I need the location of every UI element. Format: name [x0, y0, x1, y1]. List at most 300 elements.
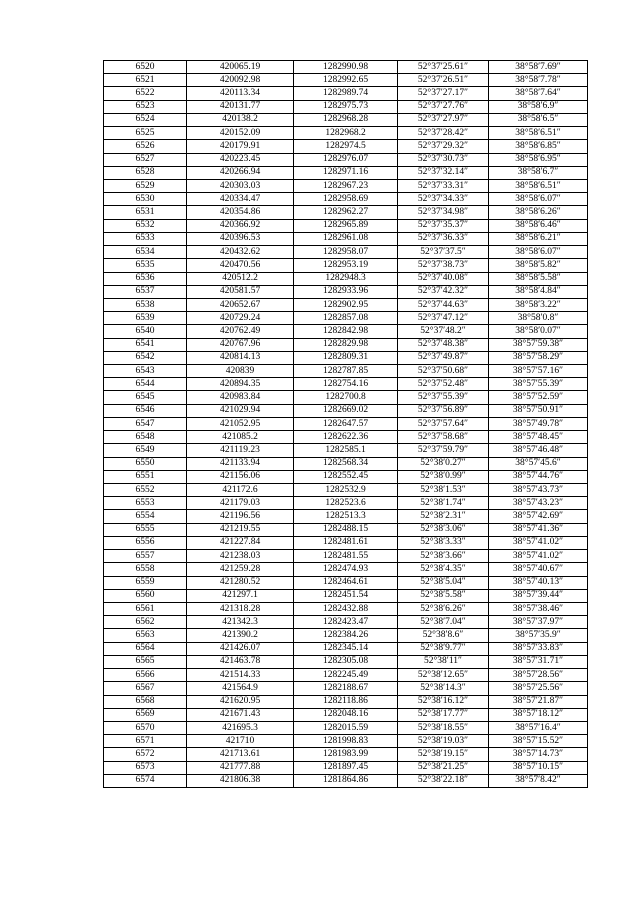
y-coordinate-cell: 1282481.55	[294, 550, 398, 563]
y-coordinate-cell: 1282967.23	[294, 179, 398, 192]
x-coordinate-cell: 421297.1	[187, 589, 294, 602]
y-coordinate-cell: 1282857.08	[294, 312, 398, 325]
point-number-cell: 6534	[104, 246, 187, 259]
y-coordinate-cell: 1282968.28	[294, 113, 398, 126]
table-row	[104, 497, 588, 510]
y-coordinate-cell: 1282965.89	[294, 219, 398, 232]
y-coordinate-cell: 1282585.1	[294, 444, 398, 457]
x-coordinate-cell: 421695.3	[187, 721, 294, 734]
y-coordinate-cell: 1282474.93	[294, 563, 398, 576]
point-number-cell: 6555	[104, 523, 187, 536]
longitude-cell: 38°57′41.36″	[489, 523, 588, 536]
point-number-cell: 6560	[104, 589, 187, 602]
longitude-cell: 38°57′39.44″	[489, 589, 588, 602]
point-number-cell: 6520	[104, 61, 187, 74]
longitude-cell: 38°57′45.6″	[489, 457, 588, 470]
y-coordinate-cell: 1282700.8	[294, 391, 398, 404]
table-row	[104, 576, 588, 589]
longitude-cell: 38°58′6.9″	[489, 100, 588, 113]
y-coordinate-cell: 1282188.67	[294, 682, 398, 695]
x-coordinate-cell: 421227.84	[187, 536, 294, 549]
coordinate-table	[103, 60, 588, 788]
table-row	[104, 484, 588, 497]
y-coordinate-cell: 1282975.73	[294, 100, 398, 113]
table-row	[104, 629, 588, 642]
point-number-cell: 6546	[104, 404, 187, 417]
x-coordinate-cell: 420152.09	[187, 127, 294, 140]
longitude-cell: 38°58′6.95″	[489, 153, 588, 166]
x-coordinate-cell: 421463.78	[187, 655, 294, 668]
x-coordinate-cell: 420354.86	[187, 206, 294, 219]
longitude-cell: 38°58′7.64″	[489, 87, 588, 100]
y-coordinate-cell: 1282532.9	[294, 484, 398, 497]
table-row	[104, 748, 588, 761]
longitude-cell: 38°57′59.38″	[489, 338, 588, 351]
x-coordinate-cell: 421806.38	[187, 774, 294, 787]
point-number-cell: 6538	[104, 298, 187, 311]
latitude-cell: 52°38′1.74″	[398, 497, 489, 510]
latitude-cell: 52°38′0.99″	[398, 470, 489, 483]
y-coordinate-cell: 1282523.6	[294, 497, 398, 510]
point-number-cell: 6527	[104, 153, 187, 166]
latitude-cell: 52°38′19.15″	[398, 748, 489, 761]
x-coordinate-cell: 420894.35	[187, 378, 294, 391]
y-coordinate-cell: 1282974.5	[294, 140, 398, 153]
x-coordinate-cell: 421713.61	[187, 748, 294, 761]
y-coordinate-cell: 1282647.57	[294, 417, 398, 430]
longitude-cell: 38°58′6.85″	[489, 140, 588, 153]
longitude-cell: 38°57′52.59″	[489, 391, 588, 404]
longitude-cell: 38°57′50.91″	[489, 404, 588, 417]
longitude-cell: 38°58′4.84″	[489, 285, 588, 298]
latitude-cell: 52°37′56.89″	[398, 404, 489, 417]
y-coordinate-cell: 1282305.08	[294, 655, 398, 668]
y-coordinate-cell: 1282962.27	[294, 206, 398, 219]
x-coordinate-cell: 420470.56	[187, 259, 294, 272]
point-number-cell: 6558	[104, 563, 187, 576]
longitude-cell: 38°57′35.9″	[489, 629, 588, 642]
longitude-cell: 38°58′0.07″	[489, 325, 588, 338]
table-row	[104, 444, 588, 457]
x-coordinate-cell: 420131.77	[187, 100, 294, 113]
longitude-cell: 38°57′21.87″	[489, 695, 588, 708]
point-number-cell: 6571	[104, 735, 187, 748]
table-row	[104, 721, 588, 734]
table-row	[104, 404, 588, 417]
table-row	[104, 100, 588, 113]
y-coordinate-cell: 1281864.86	[294, 774, 398, 787]
point-number-cell: 6537	[104, 285, 187, 298]
y-coordinate-cell: 1282933.96	[294, 285, 398, 298]
longitude-cell: 38°57′41.02″	[489, 550, 588, 563]
point-number-cell: 6550	[104, 457, 187, 470]
point-number-cell: 6528	[104, 166, 187, 179]
y-coordinate-cell: 1282953.19	[294, 259, 398, 272]
table-row	[104, 470, 588, 483]
x-coordinate-cell: 420065.19	[187, 61, 294, 74]
latitude-cell: 52°37′55.39″	[398, 391, 489, 404]
table-row	[104, 246, 588, 259]
y-coordinate-cell: 1282568.34	[294, 457, 398, 470]
y-coordinate-cell: 1282971.16	[294, 166, 398, 179]
table-row	[104, 655, 588, 668]
y-coordinate-cell: 1282464.61	[294, 576, 398, 589]
point-number-cell: 6569	[104, 708, 187, 721]
latitude-cell: 52°37′30.73″	[398, 153, 489, 166]
y-coordinate-cell: 1282976.07	[294, 153, 398, 166]
y-coordinate-cell: 1282669.02	[294, 404, 398, 417]
longitude-cell: 38°57′16.4″	[489, 721, 588, 734]
x-coordinate-cell: 421318.28	[187, 602, 294, 615]
y-coordinate-cell: 1282451.54	[294, 589, 398, 602]
table-row	[104, 219, 588, 232]
point-number-cell: 6572	[104, 748, 187, 761]
x-coordinate-cell: 421671.43	[187, 708, 294, 721]
x-coordinate-cell: 421280.52	[187, 576, 294, 589]
x-coordinate-cell: 421196.56	[187, 510, 294, 523]
table-row	[104, 431, 588, 444]
latitude-cell: 52°37′34.98″	[398, 206, 489, 219]
point-number-cell: 6574	[104, 774, 187, 787]
table-row	[104, 259, 588, 272]
longitude-cell: 38°57′25.56″	[489, 682, 588, 695]
point-number-cell: 6556	[104, 536, 187, 549]
point-number-cell: 6544	[104, 378, 187, 391]
table-row	[104, 391, 588, 404]
table-row	[104, 536, 588, 549]
point-number-cell: 6535	[104, 259, 187, 272]
table-row	[104, 774, 588, 787]
latitude-cell: 52°37′57.64″	[398, 417, 489, 430]
y-coordinate-cell: 1282968.2	[294, 127, 398, 140]
y-coordinate-cell: 1282622.36	[294, 431, 398, 444]
latitude-cell: 52°37′48.2″	[398, 325, 489, 338]
x-coordinate-cell: 420138.2	[187, 113, 294, 126]
longitude-cell: 38°58′7.69″	[489, 61, 588, 74]
y-coordinate-cell: 1282432.88	[294, 602, 398, 615]
y-coordinate-cell: 1282015.59	[294, 721, 398, 734]
longitude-cell: 38°58′6.07″	[489, 193, 588, 206]
table-row	[104, 761, 588, 774]
latitude-cell: 52°38′9.77″	[398, 642, 489, 655]
table-row	[104, 312, 588, 325]
table-row	[104, 417, 588, 430]
point-number-cell: 6549	[104, 444, 187, 457]
longitude-cell: 38°58′0.8″	[489, 312, 588, 325]
x-coordinate-cell: 420334.47	[187, 193, 294, 206]
table-row	[104, 550, 588, 563]
x-coordinate-cell: 420432.62	[187, 246, 294, 259]
table-row	[104, 232, 588, 245]
table-row	[104, 708, 588, 721]
point-number-cell: 6557	[104, 550, 187, 563]
longitude-cell: 38°57′58.29″	[489, 351, 588, 364]
y-coordinate-cell: 1282992.65	[294, 74, 398, 87]
x-coordinate-cell: 421029.94	[187, 404, 294, 417]
longitude-cell: 38°57′43.23″	[489, 497, 588, 510]
latitude-cell: 52°38′3.66″	[398, 550, 489, 563]
y-coordinate-cell: 1282481.61	[294, 536, 398, 549]
table-row	[104, 602, 588, 615]
latitude-cell: 52°37′59.79″	[398, 444, 489, 457]
latitude-cell: 52°37′58.68″	[398, 431, 489, 444]
point-number-cell: 6524	[104, 113, 187, 126]
x-coordinate-cell: 421564.9	[187, 682, 294, 695]
latitude-cell: 52°38′19.03″	[398, 735, 489, 748]
latitude-cell: 52°38′17.77″	[398, 708, 489, 721]
y-coordinate-cell: 1282961.08	[294, 232, 398, 245]
point-number-cell: 6554	[104, 510, 187, 523]
point-number-cell: 6545	[104, 391, 187, 404]
y-coordinate-cell: 1282423.47	[294, 616, 398, 629]
latitude-cell: 52°38′21.25″	[398, 761, 489, 774]
longitude-cell: 38°57′18.12″	[489, 708, 588, 721]
table-row	[104, 682, 588, 695]
longitude-cell: 38°58′6.26″	[489, 206, 588, 219]
table-row	[104, 457, 588, 470]
x-coordinate-cell: 421119.23	[187, 444, 294, 457]
table-row	[104, 351, 588, 364]
point-number-cell: 6531	[104, 206, 187, 219]
longitude-cell: 38°58′6.51″	[489, 127, 588, 140]
longitude-cell: 38°57′40.67″	[489, 563, 588, 576]
latitude-cell: 52°38′7.04″	[398, 616, 489, 629]
x-coordinate-cell: 421342.3	[187, 616, 294, 629]
y-coordinate-cell: 1281897.45	[294, 761, 398, 774]
x-coordinate-cell: 421133.94	[187, 457, 294, 470]
x-coordinate-cell: 420396.53	[187, 232, 294, 245]
x-coordinate-cell: 420814.13	[187, 351, 294, 364]
x-coordinate-cell: 421426.07	[187, 642, 294, 655]
latitude-cell: 52°37′36.33″	[398, 232, 489, 245]
latitude-cell: 52°37′48.38″	[398, 338, 489, 351]
x-coordinate-cell: 421085.2	[187, 431, 294, 444]
longitude-cell: 38°57′40.13″	[489, 576, 588, 589]
x-coordinate-cell: 420581.57	[187, 285, 294, 298]
latitude-cell: 52°37′26.51″	[398, 74, 489, 87]
longitude-cell: 38°58′6.07″	[489, 246, 588, 259]
point-number-cell: 6559	[104, 576, 187, 589]
table-row	[104, 669, 588, 682]
y-coordinate-cell: 1282809.31	[294, 351, 398, 364]
table-row	[104, 140, 588, 153]
latitude-cell: 52°38′11″	[398, 655, 489, 668]
x-coordinate-cell: 420983.84	[187, 391, 294, 404]
x-coordinate-cell: 420223.45	[187, 153, 294, 166]
y-coordinate-cell: 1282989.74	[294, 87, 398, 100]
point-number-cell: 6570	[104, 721, 187, 734]
y-coordinate-cell: 1282384.26	[294, 629, 398, 642]
y-coordinate-cell: 1281998.83	[294, 735, 398, 748]
point-number-cell: 6548	[104, 431, 187, 444]
table-row	[104, 325, 588, 338]
table-row	[104, 179, 588, 192]
table-row	[104, 61, 588, 74]
longitude-cell: 38°58′6.7″	[489, 166, 588, 179]
latitude-cell: 52°38′12.65″	[398, 669, 489, 682]
table-row	[104, 193, 588, 206]
table-row	[104, 616, 588, 629]
latitude-cell: 52°38′1.53″	[398, 484, 489, 497]
longitude-cell: 38°57′14.73″	[489, 748, 588, 761]
latitude-cell: 52°38′3.06″	[398, 523, 489, 536]
longitude-cell: 38°57′43.73″	[489, 484, 588, 497]
point-number-cell: 6542	[104, 351, 187, 364]
table-row	[104, 166, 588, 179]
x-coordinate-cell: 420266.94	[187, 166, 294, 179]
longitude-cell: 38°58′3.22″	[489, 298, 588, 311]
latitude-cell: 52°37′40.08″	[398, 272, 489, 285]
table-row	[104, 272, 588, 285]
table-row	[104, 523, 588, 536]
table-row	[104, 563, 588, 576]
latitude-cell: 52°38′3.33″	[398, 536, 489, 549]
latitude-cell: 52°38′2.31″	[398, 510, 489, 523]
latitude-cell: 52°38′5.58″	[398, 589, 489, 602]
longitude-cell: 38°58′5.58″	[489, 272, 588, 285]
x-coordinate-cell: 421238.03	[187, 550, 294, 563]
x-coordinate-cell: 420652.67	[187, 298, 294, 311]
longitude-cell: 38°58′6.46″	[489, 219, 588, 232]
longitude-cell: 38°57′37.97″	[489, 616, 588, 629]
point-number-cell: 6573	[104, 761, 187, 774]
longitude-cell: 38°57′44.76″	[489, 470, 588, 483]
point-number-cell: 6541	[104, 338, 187, 351]
y-coordinate-cell: 1282118.86	[294, 695, 398, 708]
y-coordinate-cell: 1282754.16	[294, 378, 398, 391]
point-number-cell: 6529	[104, 179, 187, 192]
longitude-cell: 38°58′6.5″	[489, 113, 588, 126]
latitude-cell: 52°38′0.27″	[398, 457, 489, 470]
x-coordinate-cell: 421219.55	[187, 523, 294, 536]
x-coordinate-cell: 421390.2	[187, 629, 294, 642]
longitude-cell: 38°57′48.45″	[489, 431, 588, 444]
latitude-cell: 52°37′50.68″	[398, 365, 489, 378]
table-row	[104, 113, 588, 126]
latitude-cell: 52°37′32.14″	[398, 166, 489, 179]
latitude-cell: 52°37′27.17″	[398, 87, 489, 100]
longitude-cell: 38°57′42.69″	[489, 510, 588, 523]
x-coordinate-cell: 420092.98	[187, 74, 294, 87]
y-coordinate-cell: 1282902.95	[294, 298, 398, 311]
longitude-cell: 38°57′15.52″	[489, 735, 588, 748]
point-number-cell: 6530	[104, 193, 187, 206]
longitude-cell: 38°57′49.78″	[489, 417, 588, 430]
point-number-cell: 6547	[104, 417, 187, 430]
point-number-cell: 6553	[104, 497, 187, 510]
latitude-cell: 52°37′52.48″	[398, 378, 489, 391]
longitude-cell: 38°58′6.51″	[489, 179, 588, 192]
point-number-cell: 6523	[104, 100, 187, 113]
y-coordinate-cell: 1282787.85	[294, 365, 398, 378]
table-row	[104, 510, 588, 523]
table-row	[104, 206, 588, 219]
table-row	[104, 74, 588, 87]
latitude-cell: 52°38′16.12″	[398, 695, 489, 708]
latitude-cell: 52°38′22.18″	[398, 774, 489, 787]
latitude-cell: 52°37′42.32″	[398, 285, 489, 298]
point-number-cell: 6564	[104, 642, 187, 655]
point-number-cell: 6540	[104, 325, 187, 338]
point-number-cell: 6565	[104, 655, 187, 668]
y-coordinate-cell: 1282829.98	[294, 338, 398, 351]
longitude-cell: 38°57′46.48″	[489, 444, 588, 457]
longitude-cell: 38°57′55.39″	[489, 378, 588, 391]
x-coordinate-cell: 420767.96	[187, 338, 294, 351]
latitude-cell: 52°38′14.3″	[398, 682, 489, 695]
y-coordinate-cell: 1282048.16	[294, 708, 398, 721]
point-number-cell: 6568	[104, 695, 187, 708]
y-coordinate-cell: 1282488.15	[294, 523, 398, 536]
latitude-cell: 52°37′29.32″	[398, 140, 489, 153]
point-number-cell: 6552	[104, 484, 187, 497]
table-row	[104, 365, 588, 378]
x-coordinate-cell: 421259.28	[187, 563, 294, 576]
longitude-cell: 38°57′10.15″	[489, 761, 588, 774]
point-number-cell: 6543	[104, 365, 187, 378]
latitude-cell: 52°37′49.87″	[398, 351, 489, 364]
table-row	[104, 378, 588, 391]
latitude-cell: 52°37′25.61″	[398, 61, 489, 74]
x-coordinate-cell: 420366.92	[187, 219, 294, 232]
latitude-cell: 52°37′47.12″	[398, 312, 489, 325]
table-row	[104, 153, 588, 166]
y-coordinate-cell: 1282958.69	[294, 193, 398, 206]
point-number-cell: 6566	[104, 669, 187, 682]
point-number-cell: 6532	[104, 219, 187, 232]
y-coordinate-cell: 1282513.3	[294, 510, 398, 523]
table-row	[104, 735, 588, 748]
point-number-cell: 6525	[104, 127, 187, 140]
point-number-cell: 6526	[104, 140, 187, 153]
longitude-cell: 38°57′57.16″	[489, 365, 588, 378]
x-coordinate-cell: 421777.88	[187, 761, 294, 774]
y-coordinate-cell: 1282958.07	[294, 246, 398, 259]
latitude-cell: 52°37′27.97″	[398, 113, 489, 126]
y-coordinate-cell: 1282552.45	[294, 470, 398, 483]
y-coordinate-cell: 1282948.3	[294, 272, 398, 285]
point-number-cell: 6551	[104, 470, 187, 483]
table-row	[104, 285, 588, 298]
x-coordinate-cell: 420179.91	[187, 140, 294, 153]
table-row	[104, 695, 588, 708]
longitude-cell: 38°57′33.83″	[489, 642, 588, 655]
x-coordinate-cell: 421514.33	[187, 669, 294, 682]
y-coordinate-cell: 1282245.49	[294, 669, 398, 682]
point-number-cell: 6561	[104, 602, 187, 615]
longitude-cell: 38°57′28.56″	[489, 669, 588, 682]
point-number-cell: 6536	[104, 272, 187, 285]
longitude-cell: 38°58′5.82″	[489, 259, 588, 272]
longitude-cell: 38°57′8.42″	[489, 774, 588, 787]
coordinate-table-body	[104, 61, 588, 788]
x-coordinate-cell: 421620.95	[187, 695, 294, 708]
longitude-cell: 38°58′7.78″	[489, 74, 588, 87]
point-number-cell: 6539	[104, 312, 187, 325]
longitude-cell: 38°57′38.46″	[489, 602, 588, 615]
longitude-cell: 38°57′41.02″	[489, 536, 588, 549]
longitude-cell: 38°58′6.21″	[489, 232, 588, 245]
x-coordinate-cell: 420839	[187, 365, 294, 378]
x-coordinate-cell: 420113.34	[187, 87, 294, 100]
latitude-cell: 52°38′18.55″	[398, 721, 489, 734]
latitude-cell: 52°37′34.33″	[398, 193, 489, 206]
point-number-cell: 6522	[104, 87, 187, 100]
table-row	[104, 589, 588, 602]
longitude-cell: 38°57′31.71″	[489, 655, 588, 668]
y-coordinate-cell: 1282842.98	[294, 325, 398, 338]
point-number-cell: 6533	[104, 232, 187, 245]
